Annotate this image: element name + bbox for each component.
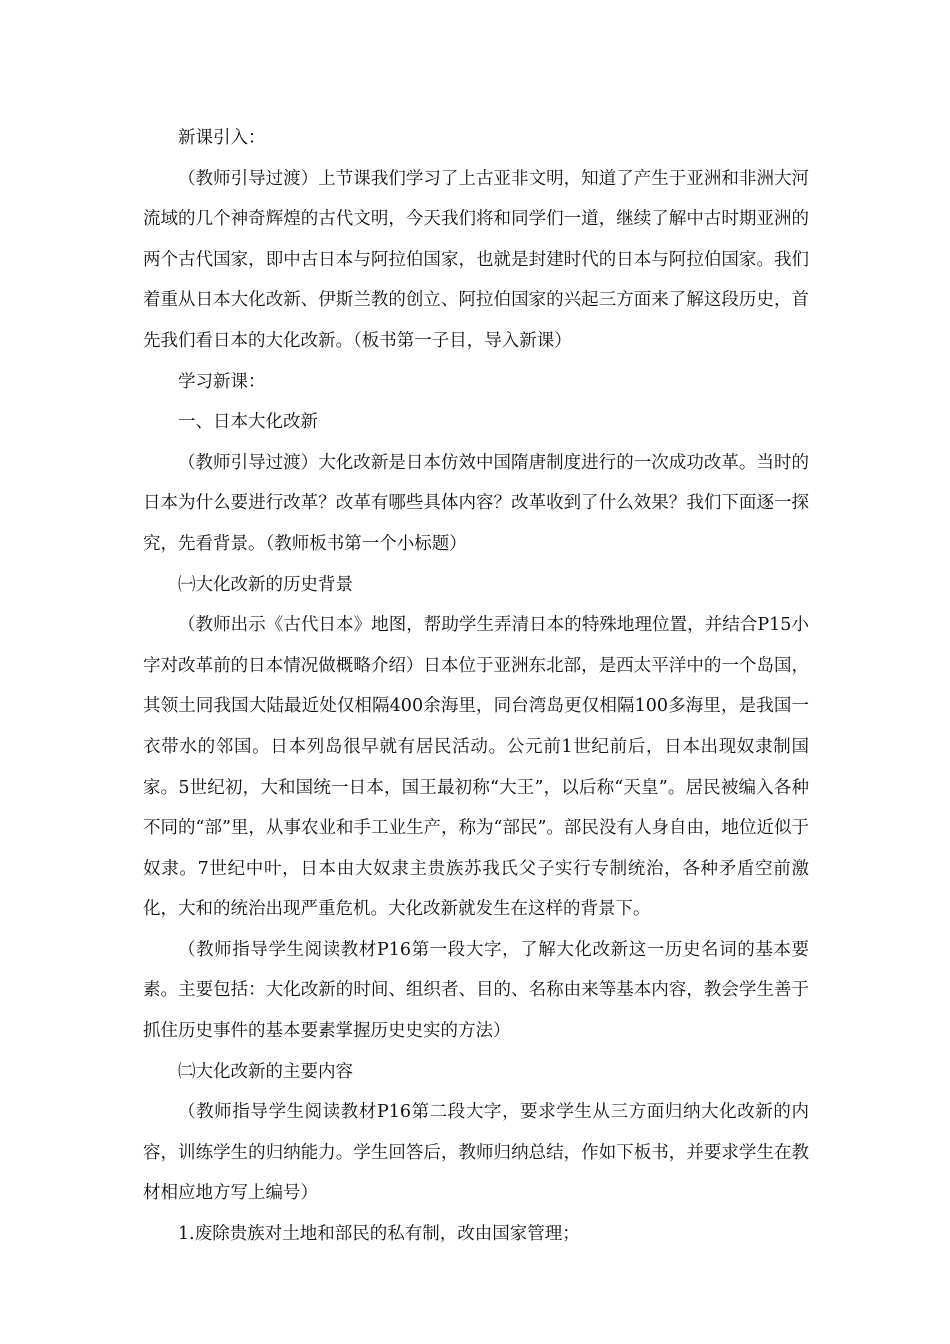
paragraph-reading-guidance: （教师指导学生阅读教材P16第一段大字，了解大化改新这一历史名词的基本要素。主要包括：大化改新的时间、组织者、目的、名称由来等基本内容，教会学生善于抓住历史事件的基本要素掌握历史史实的方法） <box>143 939 809 1042</box>
section-heading-intro: 新课引入： <box>178 128 266 148</box>
section-heading-taika-reform: 一、日本大化改新 <box>178 412 318 433</box>
list-item-1: 1.废除贵族对土地和部民的私有制，改由国家管理； <box>178 1224 580 1245</box>
paragraph-reform-transition: （教师引导过渡）大化改新是日本仿效中国隋唐制度进行的一次成功改革。当时的日本为什么要进行改革？改革有哪些具体内容？改革收到了什么效果？我们下面逐一探究，先看背景。（教师板书第一个小标题） <box>143 452 809 554</box>
document-page <box>143 118 809 1255</box>
subheading-main-content: ㈡大化改新的主要内容 <box>178 1061 353 1082</box>
paragraph-content-guidance: （教师指导学生阅读教材P16第二段大字，要求学生从三方面归纳大化改新的内容，训练学生的归纳能力。学生回答后，教师归纳总结，作如下板书，并要求学生在教材相应地方写上编号） <box>143 1102 809 1204</box>
paragraph-intro-transition: （教师引导过渡）上节课我们学习了上古亚非文明，知道了产生于亚洲和非洲大河流域的几个神奇辉煌的古代文明，今天我们将和同学们一道，继续了解中古时期亚洲的两个古代国家，即中古日本与阿拉伯国家，也就是封建时代的日本与阿拉伯国家。我们着重从日本大化改新、伊斯兰教的创立、阿拉伯国家的兴起三方面来了解这段历史，首先我们看日本的大化改新。（板书第一子目，导入新课） <box>143 168 809 351</box>
subheading-historical-background: ㈠大化改新的历史背景 <box>178 574 353 595</box>
section-heading-new-lesson: 学习新课： <box>178 371 266 392</box>
paragraph-background-detail: （教师出示《古代日本》地图，帮助学生弄清日本的特殊地理位置，并结合P15小字对改革前的日本情况做概略介绍）日本位于亚洲东北部，是西太平洋中的一个岛国，其领土同我国大陆最近处仅相隔400余海里，同台湾岛更仅相隔100多海里，是我国一衣带水的邻国。日本列岛很早就有居民活动。公元前1世纪前后，日本出现奴隶制国家。5世纪初，大和国统一日本，国王最初称“大王”，以后称“天皇”。居民被编入各种不同的“部”里，从事农业和手工业生产，称为“部民”。部民没有人身自由，地位近似于奴隶。7世纪中叶，日本由大奴隶主贵族苏我氏父子实行专制统治，各种矛盾空前激化，大和的统治出现严重危机。大化改新就发生在这样的背景下。 <box>143 615 809 920</box>
